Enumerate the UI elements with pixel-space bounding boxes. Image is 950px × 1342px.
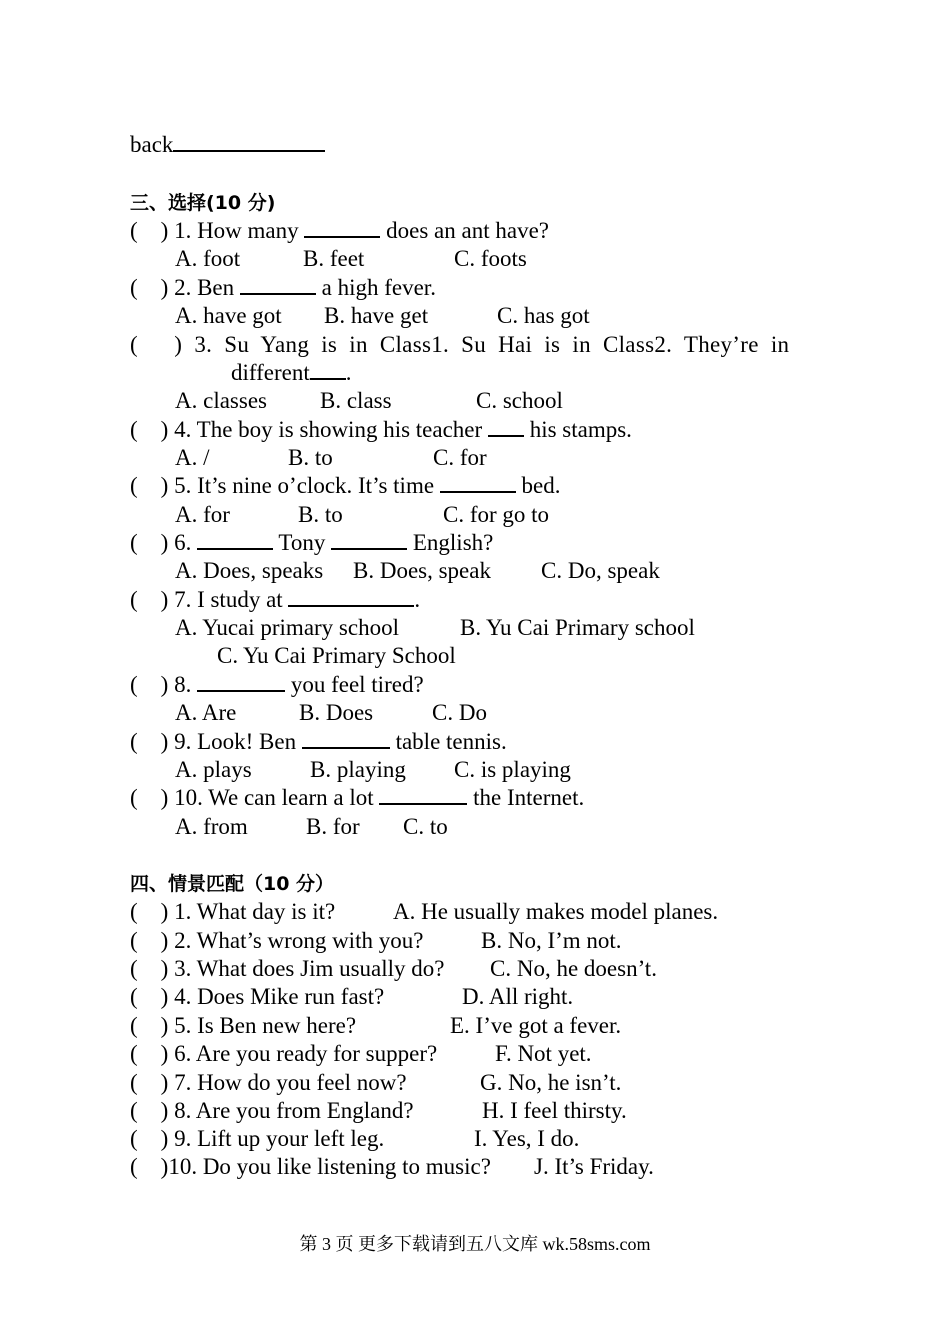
q5-option-b[interactable]: B. to — [298, 502, 343, 527]
q5-text: ( ) 5. It’s nine o’clock. It’s time — [130, 473, 440, 498]
match-row — [130, 955, 445, 983]
match-row — [130, 927, 423, 955]
q5-after: bed. — [515, 473, 561, 498]
match-answer: F. Not yet. — [495, 1041, 592, 1066]
q5-option-c[interactable]: C. for go to — [443, 502, 550, 527]
match-answer: I. Yes, I do. — [474, 1126, 580, 1151]
section3-title: 三、选择(10 分) — [130, 192, 276, 214]
q1-option-a[interactable]: A. foot — [175, 246, 241, 271]
match-row — [130, 983, 384, 1011]
q9-option-a[interactable]: A. plays — [175, 757, 252, 782]
match-question: ( ) 2. What’s wrong with you? — [130, 928, 424, 953]
q9-after: table tennis. — [389, 729, 507, 754]
q4-blank[interactable] — [488, 417, 524, 437]
s3-question-6 — [130, 529, 493, 557]
s3-question-3-line2 — [231, 359, 352, 387]
match-question: ( )10. Do you like listening to music? — [130, 1154, 491, 1179]
q8-option-a[interactable]: A. Are — [175, 700, 237, 725]
match-answer: G. No, he isn’t. — [480, 1070, 622, 1095]
match-row — [130, 1040, 437, 1068]
match-answer: H. I feel thirsty. — [482, 1098, 627, 1123]
match-question: ( ) 9. Lift up your left leg. — [130, 1126, 385, 1151]
page-footer: 第 3 页 更多下载请到五八文库 wk.58sms.com — [299, 1234, 651, 1254]
q6-option-a[interactable]: A. Does, speaks — [175, 558, 324, 583]
q7-option-b[interactable]: B. Yu Cai Primary school — [460, 615, 695, 640]
match-row — [130, 1069, 407, 1097]
q6-text: ( ) 6. — [130, 530, 198, 555]
s3-question-2 — [130, 274, 436, 302]
s3-question-10 — [130, 784, 584, 812]
s3-question-5 — [130, 472, 561, 500]
match-answer: A. He usually makes model planes. — [393, 899, 719, 924]
q2-option-b[interactable]: B. have get — [324, 303, 429, 328]
q6-after: English? — [407, 530, 494, 555]
q4-option-b[interactable]: B. to — [288, 445, 333, 470]
q3-option-a[interactable]: A. classes — [175, 388, 267, 413]
q8-option-b[interactable]: B. Does — [299, 700, 374, 725]
q5-blank[interactable] — [440, 473, 516, 493]
q9-option-b[interactable]: B. playing — [310, 757, 406, 782]
back-word: back — [130, 132, 174, 157]
q4-option-c[interactable]: C. for — [433, 445, 487, 470]
match-question: ( ) 8. Are you from England? — [130, 1098, 414, 1123]
q9-text: ( ) 9. Look! Ben — [130, 729, 302, 754]
s3-question-9 — [130, 728, 507, 756]
match-question: ( ) 6. Are you ready for supper? — [130, 1041, 438, 1066]
q2-option-c[interactable]: C. has got — [497, 303, 590, 328]
q3-blank[interactable] — [310, 360, 346, 380]
q8-after: you feel tired? — [285, 672, 424, 697]
q10-blank[interactable] — [379, 785, 467, 805]
s3-question-7 — [130, 586, 420, 614]
match-row — [130, 1012, 356, 1040]
match-answer: E. I’ve got a fever. — [450, 1013, 622, 1038]
s3-question-1 — [130, 217, 549, 245]
match-answer: B. No, I’m not. — [481, 928, 622, 953]
q9-blank[interactable] — [302, 729, 390, 749]
q3-text: different — [231, 360, 310, 385]
q1-after: does an ant have? — [380, 218, 549, 243]
q4-after: his stamps. — [523, 417, 632, 442]
match-row — [130, 898, 335, 926]
q6-mid: Tony — [273, 530, 332, 555]
match-answer: J. It’s Friday. — [534, 1154, 654, 1179]
match-answer: C. No, he doesn’t. — [490, 956, 657, 981]
q6-option-b[interactable]: B. Does, speak — [353, 558, 491, 583]
match-question: ( ) 4. Does Mike run fast? — [130, 984, 385, 1009]
q8-option-c[interactable]: C. Do — [432, 700, 487, 725]
q1-option-b[interactable]: B. feet — [303, 246, 365, 271]
q3-option-c[interactable]: C. school — [476, 388, 563, 413]
q7-text: ( ) 7. I study at — [130, 587, 289, 612]
q7-option-a[interactable]: A. Yucai primary school — [175, 615, 399, 640]
match-question: ( ) 3. What does Jim usually do? — [130, 956, 445, 981]
match-row — [130, 1125, 384, 1153]
q10-after: the Internet. — [467, 785, 585, 810]
q10-text: ( ) 10. We can learn a lot — [130, 785, 380, 810]
match-question: ( ) 1. What day is it? — [130, 899, 336, 924]
section4-title: 四、情景匹配（10 分） — [130, 873, 335, 895]
back-line — [130, 131, 325, 159]
q1-option-c[interactable]: C. foots — [454, 246, 527, 271]
q7-after: . — [414, 587, 421, 612]
q2-text: ( ) 2. Ben — [130, 275, 240, 300]
match-row — [130, 1153, 491, 1181]
q8-text: ( ) 8. — [130, 672, 198, 697]
s3-question-8 — [130, 671, 424, 699]
q7-blank[interactable] — [288, 587, 414, 607]
q10-option-b[interactable]: B. for — [306, 814, 360, 839]
q4-option-a[interactable]: A. / — [175, 445, 210, 470]
q6-option-c[interactable]: C. Do, speak — [541, 558, 660, 583]
q2-option-a[interactable]: A. have got — [175, 303, 282, 328]
match-answer: D. All right. — [462, 984, 574, 1009]
q8-blank[interactable] — [197, 672, 285, 692]
q10-option-c[interactable]: C. to — [403, 814, 448, 839]
match-question: ( ) 7. How do you feel now? — [130, 1070, 407, 1095]
q1-text: ( ) 1. How many — [130, 218, 305, 243]
q7-option-c[interactable]: C. Yu Cai Primary School — [217, 643, 456, 668]
q5-option-a[interactable]: A. for — [175, 502, 230, 527]
q6-blank-1[interactable] — [197, 530, 273, 550]
q6-blank-2[interactable] — [331, 530, 407, 550]
match-row — [130, 1097, 414, 1125]
q1-blank[interactable] — [304, 218, 380, 238]
q3-option-b[interactable]: B. class — [320, 388, 392, 413]
match-question: ( ) 5. Is Ben new here? — [130, 1013, 357, 1038]
q2-blank[interactable] — [240, 275, 316, 295]
back-blank[interactable] — [173, 132, 325, 152]
q2-after: a high fever. — [315, 275, 436, 300]
q9-option-c[interactable]: C. is playing — [454, 757, 571, 782]
s3-question-4 — [130, 416, 632, 444]
q10-option-a[interactable]: A. from — [175, 814, 248, 839]
q3-after: . — [345, 360, 352, 385]
q4-text: ( ) 4. The boy is showing his teacher — [130, 417, 488, 442]
s3-question-3-line1: ( ) 3. Su Yang is in Class1. Su Hai is in Class2. They’re in — [130, 332, 790, 357]
